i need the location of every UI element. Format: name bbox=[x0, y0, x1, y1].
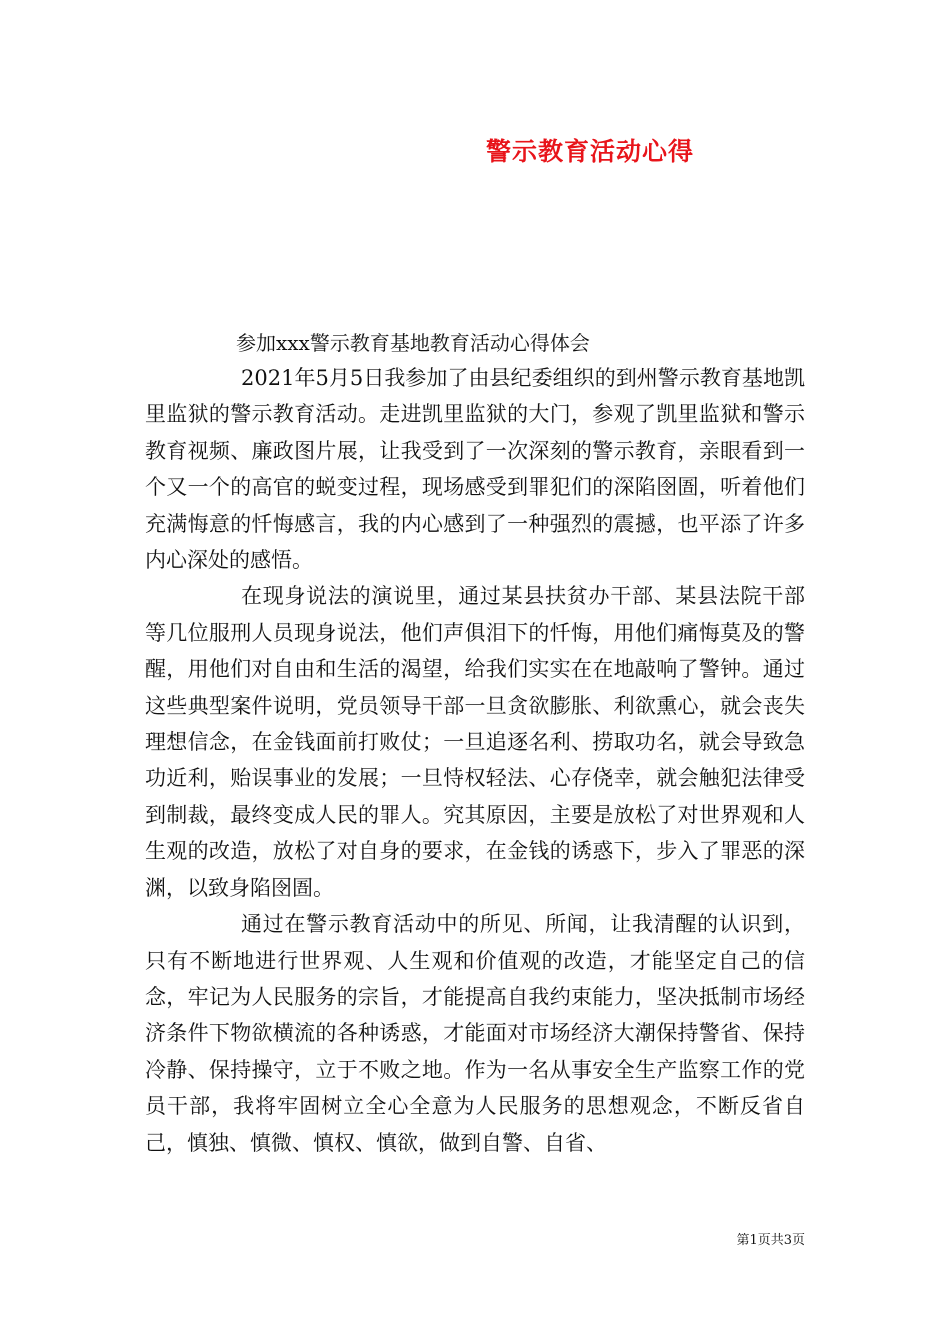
document-title: 警示教育活动心得 bbox=[485, 137, 694, 166]
paragraph-3: 通过在警示教育活动中的所见、所闻，让我清醒的认识到，只有不断地进行世界观、人生观和价值观的改造，才能坚定自己的信念，牢记为人民服务的宗旨，才能提高自我约束能力，坚决抵制市场经济条件下物欲横流的各种诱惑，才能面对市场经济大潮保持警省、保持冷静、保持操守，立于不败之地。作为一名从事安全生产监察工作的党员干部，我将牢固树立全心全意为人民服务的思想观念，不断反省自己，慎独、慎微、慎权、慎欲，做到自警、自省、 bbox=[145, 912, 805, 1155]
document-body bbox=[145, 360, 805, 1161]
paragraph-2: 在现身说法的演说里，通过某县扶贫办干部、某县法院干部等几位服刑人员现身说法，他们声俱泪下的忏悔，用他们痛悔莫及的警醒，用他们对自由和生活的渴望，给我们实实在在地敲响了警钟。通过这些典型案件说明，党员领导干部一旦贪欲膨胀、利欲熏心，就会丧失理想信念，在金钱面前打败仗；一旦追逐名利、捞取功名，就会导致急功近利，贻误事业的发展；一旦恃权轻法、心存侥幸，就会触犯法律受到制裁，最终变成人民的罪人。究其原因，主要是放松了对世界观和人生观的改造，放松了对自身的要求，在金钱的诱惑下，步入了罪恶的深渊，以致身陷囹圄。 bbox=[145, 584, 805, 900]
paragraph-1: 2021年5月5日我参加了由县纪委组织的到州警示教育基地凯里监狱的警示教育活动。走进凯里监狱的大门，参观了凯里监狱和警示教育视频、廉政图片展，让我受到了一次深刻的警示教育，亲眼看到一个又一个的高官的蜕变过程，现场感受到罪犯们的深陷囹圄，听着他们充满悔意的忏悔感言，我的内心感到了一种强烈的震撼，也平添了许多内心深处的感悟。 bbox=[145, 366, 805, 573]
page-number-footer: 第1页共3页 bbox=[736, 1233, 805, 1248]
document-subtitle: 参加xxx警示教育基地教育活动心得体会 bbox=[236, 331, 590, 355]
